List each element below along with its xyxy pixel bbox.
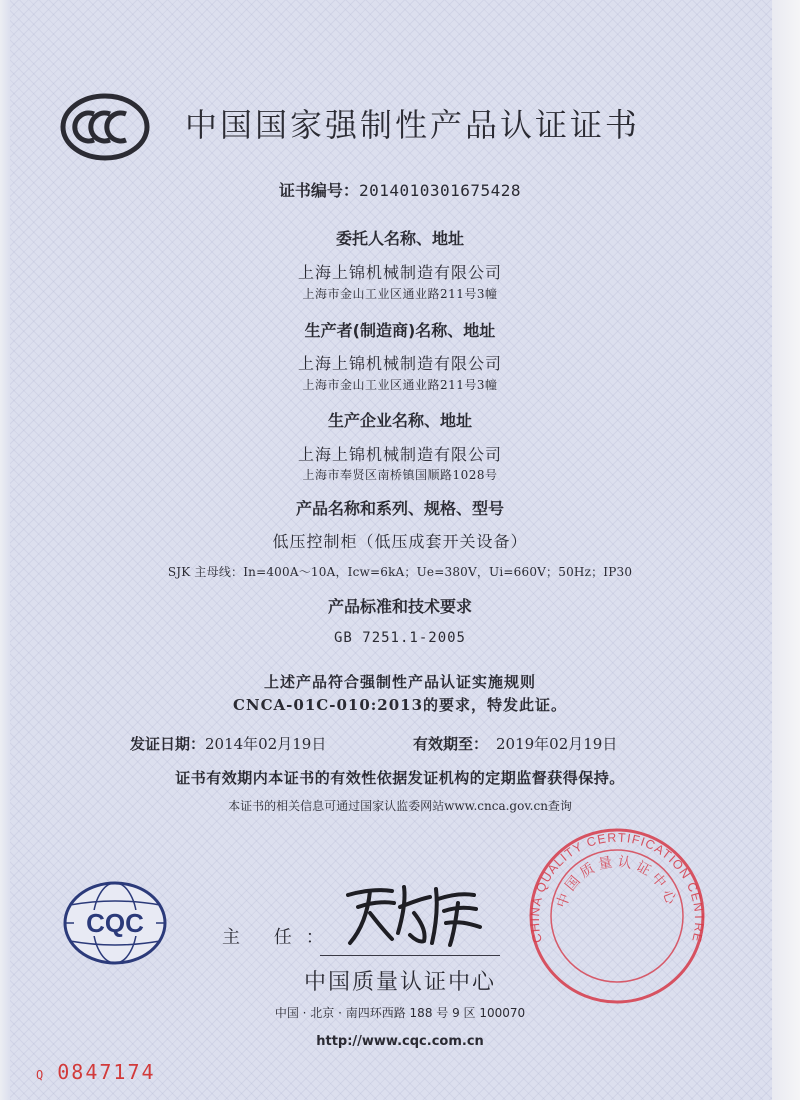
seal-inner-text: 中国质量认证中心 (553, 853, 681, 911)
serial-prefix: Q (36, 1068, 46, 1082)
certificate-number-label: 证书编号： (278, 181, 359, 200)
standard-heading: 产品标准和技术要求 (327, 597, 472, 616)
cqc-logo-icon (60, 877, 170, 969)
factory-address: 上海市奉贤区南桥镇国顺路1028号 (302, 468, 498, 482)
ccc-mark-icon (60, 92, 150, 162)
certificate-title: 中国国家强制性产品认证证书 (185, 106, 641, 144)
validity-note: 证书有效期内本证书的有效性依据发证机构的定期监督获得保持。 (175, 769, 625, 787)
manufacturer-name: 上海上锦机械制造有限公司 (297, 354, 502, 373)
client-heading: 委托人名称、地址 (335, 229, 464, 248)
product-heading: 产品名称和系列、规格、型号 (295, 499, 504, 518)
factory-name: 上海上锦机械制造有限公司 (297, 445, 502, 464)
certificate-number: 2014010301675428 (358, 181, 522, 200)
director-label: 主 任： (222, 927, 338, 948)
expiry-date: 2019年02月19日 (496, 735, 618, 753)
product-spec: SJK 主母线：In=400A～10A，Icw=6kA；Ue=380V，Ui=660V；50Hz；IP30 (167, 565, 633, 579)
product-name: 低压控制柜（低压成套开关设备） (272, 532, 528, 551)
issue-date: 2014年02月19日 (205, 735, 327, 753)
cqc-logo-text: CQC (86, 908, 144, 938)
official-seal-stamp (527, 826, 707, 1006)
manufacturer-address: 上海市金山工业区通业路211号3幢 (302, 378, 498, 392)
seal-outer-text: CHINA QUALITY CERTIFICATION CENTRE (527, 830, 707, 945)
expiry-date-label: 有效期至： (413, 735, 489, 753)
certificate-number-row (0, 178, 800, 201)
director-signature (340, 877, 490, 952)
client-name: 上海上锦机械制造有限公司 (297, 263, 502, 282)
issuer-url: http://www.cqc.com.cn (316, 1034, 484, 1049)
serial-value: 0847174 (57, 1060, 156, 1084)
factory-heading: 生产企业名称、地址 (327, 411, 472, 430)
conformity-line-1: 上述产品符合强制性产品认证实施规则 (263, 673, 536, 691)
standard-value: GB 7251.1-2005 (333, 630, 466, 646)
svg-text:CHINA QUALITY CERTIFICATION CE (528, 831, 706, 945)
issue-date-label: 发证日期： (130, 735, 206, 753)
signature-line (320, 955, 500, 956)
issuer-name: 中国质量认证中心 (303, 970, 496, 995)
issuer-address: 中国 · 北京 · 南四环西路 188 号 9 区 100070 (274, 1006, 526, 1020)
conformity-line-2: CNCA-01C-010:2013的要求，特发此证。 (232, 696, 568, 714)
website-note: 本证书的相关信息可通过国家认监委网站www.cnca.gov.cn查询 (228, 799, 572, 813)
svg-text:中国质量认证中心 (553, 854, 680, 910)
client-address: 上海市金山工业区通业路211号3幢 (302, 287, 498, 301)
serial-number (36, 1060, 156, 1084)
manufacturer-heading: 生产者(制造商)名称、地址 (304, 321, 496, 340)
